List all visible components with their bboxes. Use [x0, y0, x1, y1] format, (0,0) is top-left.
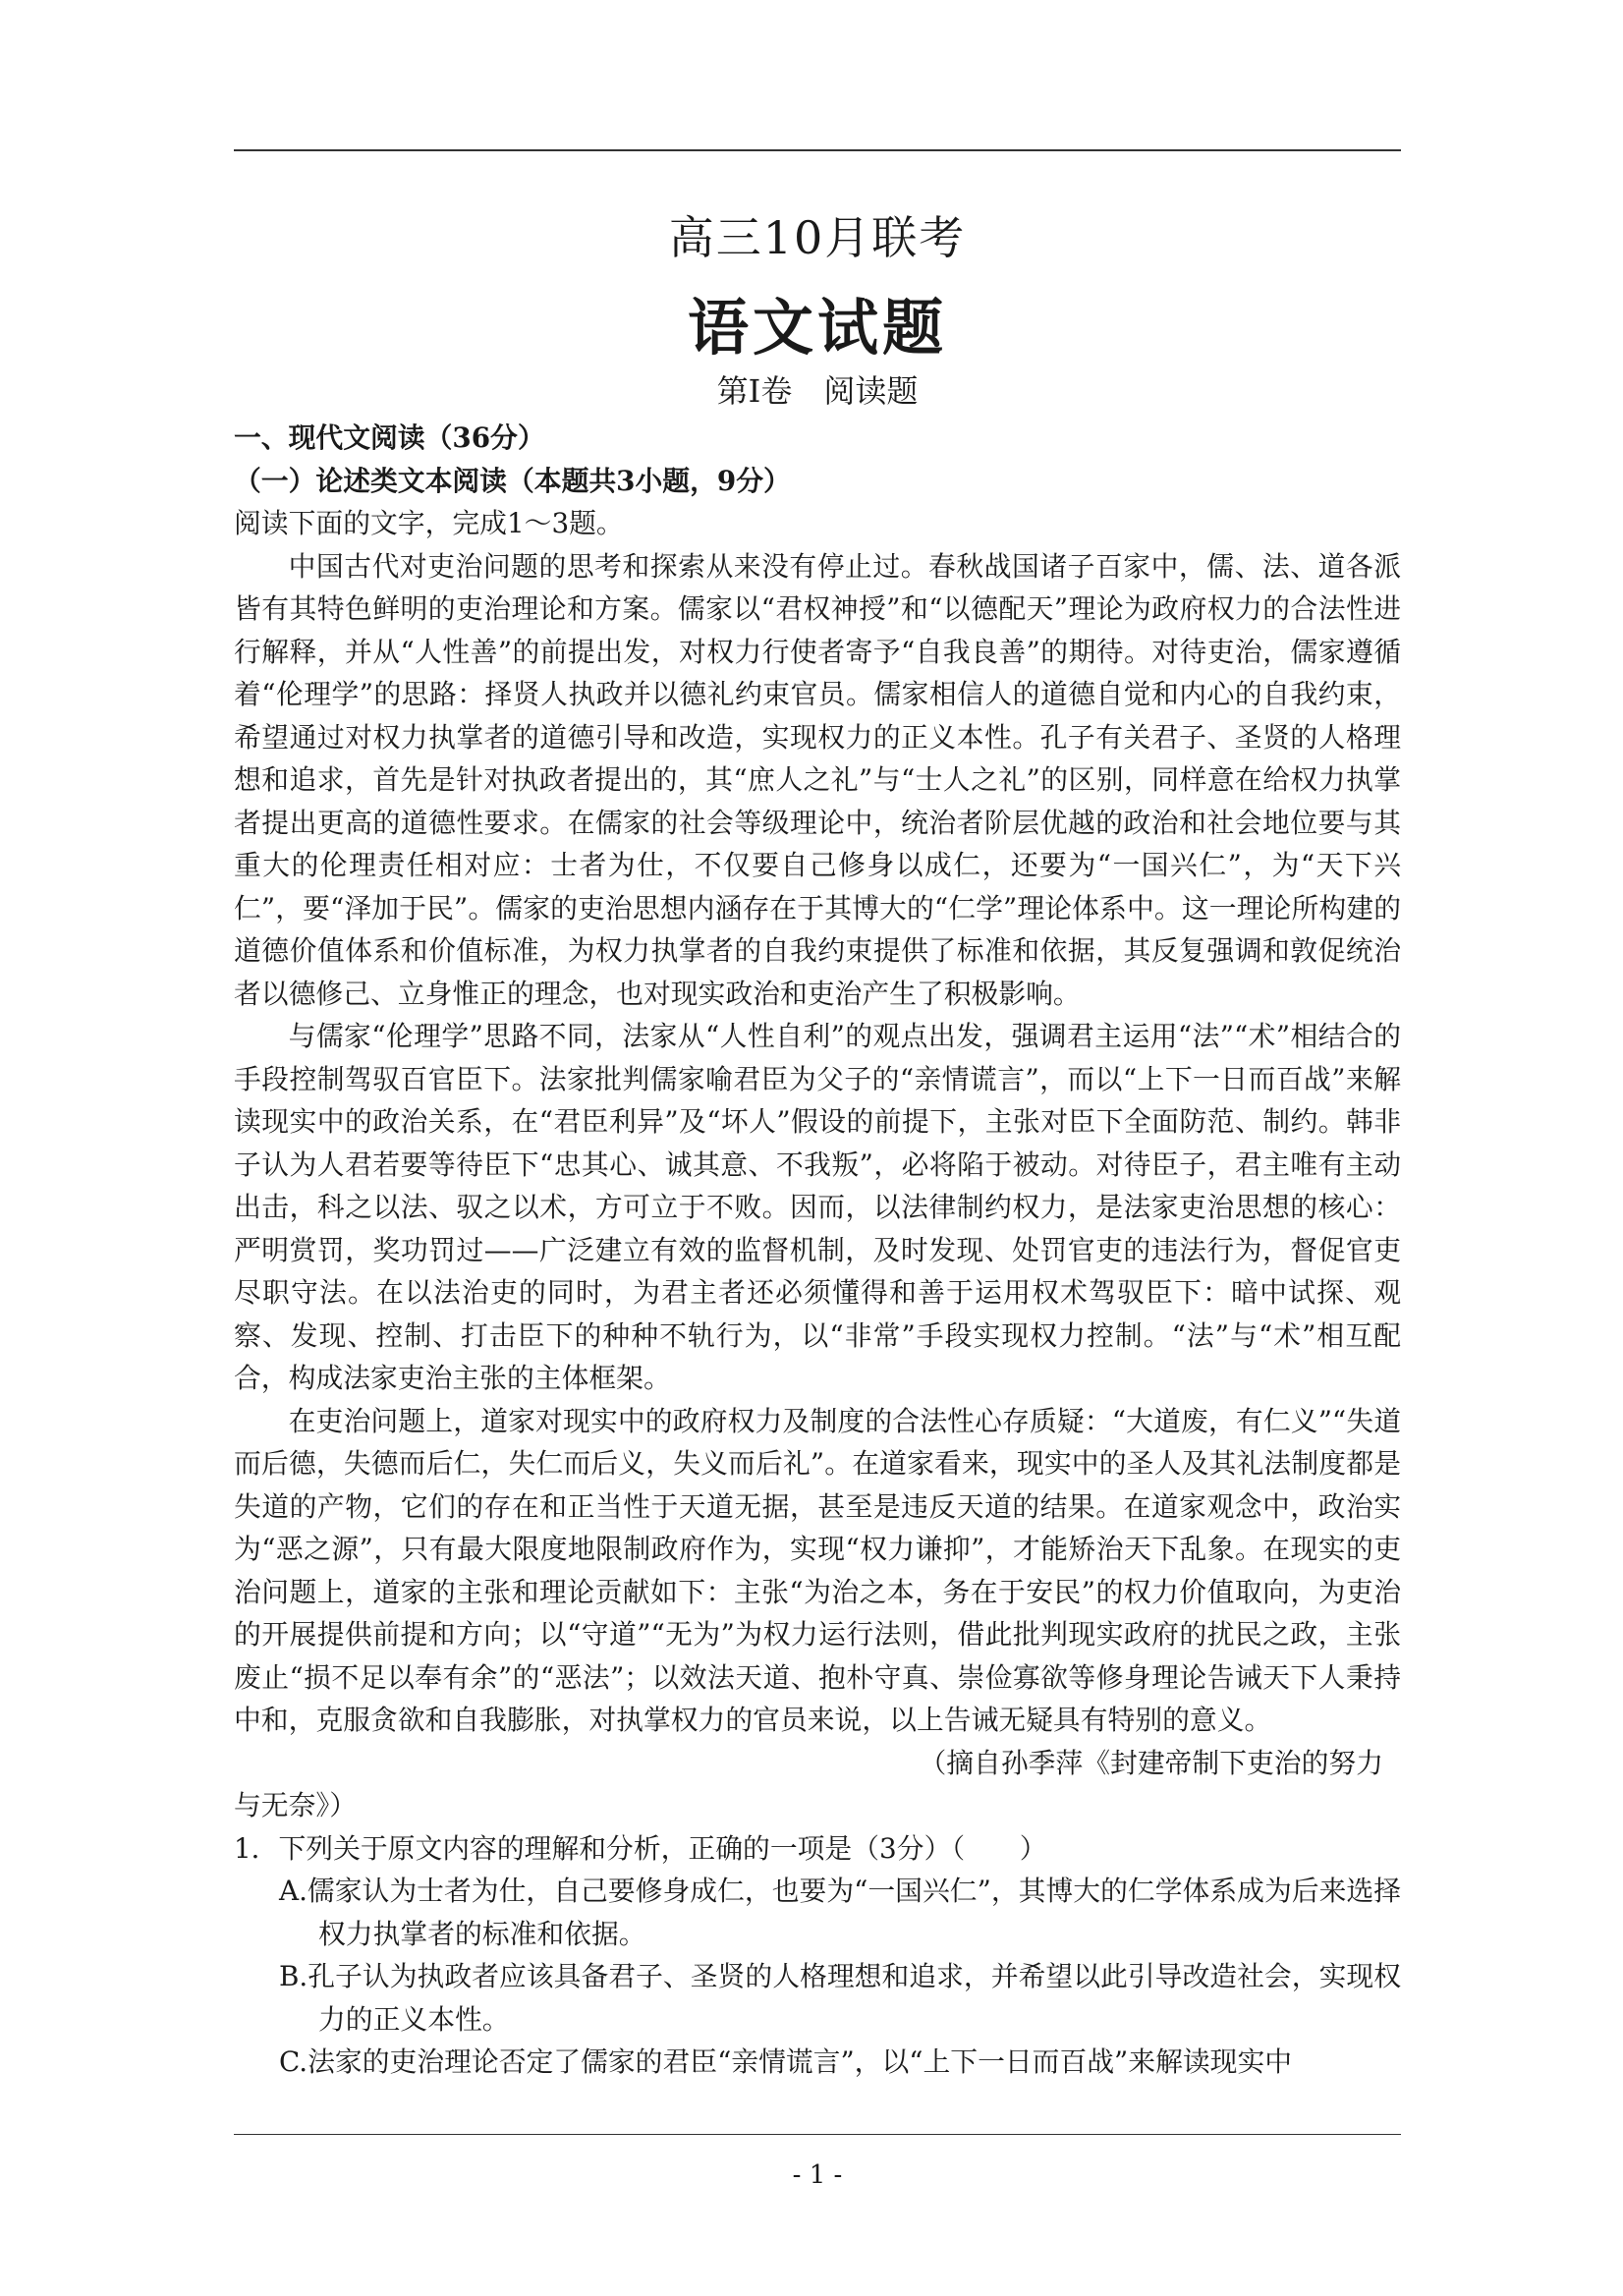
passage-source-continued: 与无奈》）	[234, 1789, 358, 1821]
question-1-option-a: A.儒家认为士者为仕，自己要修身成仁，也要为“一国兴仁”，其博大的仁学体系成为后来选择权力执掌者的标准和依据。	[279, 1875, 1401, 1950]
header-rule	[234, 149, 1401, 151]
question-1-option-c: C.法家的吏治理论否定了儒家的君臣“亲情谎言”，以“上下一日而百战”来解读现实中	[279, 2045, 1293, 2078]
passage-paragraph-3: 在吏治问题上，道家对现实中的政府权力及制度的合法性心存质疑：“大道废，有仁义”“失道而后德，失德而后仁，失仁而后义，失义而后礼”。在道家看来，现实中的圣人及其礼法制度都是失道的产物，它们的存在和正当性于天道无据，甚至是违反天道的结果。在道家观念中，政治实为“恶之源”，只有最大限度地限制政府作为，实现“权力谦抑”，才能矫治天下乱象。在现实的吏治问题上，道家的主张和理论贡献如下：主张“为治之本，务在于安民”的权力价值取向，为吏治的开展提供前提和方向；以“守道”“无为”为权力运行法则，借此批判现实政府的扰民之政，主张废止“损不足以奉有余”的“恶法”；以效法天道、抱朴守真、崇俭寡欲等修身理论告诫天下人秉持中和，克服贪欲和自我膨胀，对执掌权力的官员来说，以上告诫无疑具有特别的意义。	[234, 1404, 1401, 1736]
section-heading: 一、现代文阅读（36分）	[234, 421, 545, 454]
question-1-stem: 1．下列关于原文内容的理解和分析，正确的一项是（3分）（ ）	[234, 1831, 1047, 1865]
subsection-heading: （一）论述类文本阅读（本题共3小题，9分）	[234, 464, 791, 497]
footer-rule	[234, 2134, 1401, 2135]
volume-title: 第Ⅰ卷 阅读题	[716, 372, 919, 410]
passage-source: （摘自孙季萍《封建帝制下吏治的努力	[919, 1746, 1383, 1779]
passage-paragraph-2: 与儒家“伦理学”思路不同，法家从“人性自利”的观点出发，强调君主运用“法”“术”相结合的手段控制驾驭百官臣下。法家批判儒家喻君臣为父子的“亲情谎言”，而以“上下一日而百战”来解读现实中的政治关系，在“君臣利异”及“坏人”假设的前提下，主张对臣下全面防范、制约。韩非子认为人君若要等待臣下“忠其心、诚其意、不我叛”，必将陷于被动。对待臣子，君主唯有主动出击，科之以法、驭之以术，方可立于不败。因而，以法律制约权力，是法家吏治思想的核心：严明赏罚，奖功罚过——广泛建立有效的监督机制，及时发现、处罚官吏的违法行为，督促官吏尽职守法。在以法治吏的同时，为君主者还必须懂得和善于运用权术驾驭臣下：暗中试探、观察、发现、控制、打击臣下的种种不轨行为，以“非常”手段实现权力控制。“法”与“术”相互配合，构成法家吏治主张的主体框架。	[234, 1020, 1401, 1394]
exam-content	[234, 417, 1401, 2084]
subject-title: 语文试题	[687, 292, 947, 364]
page-number: - 1 -	[792, 2160, 843, 2190]
question-1-option-b: B.孔子认为执政者应该具备君子、圣贤的人格理想和追求，并希望以此引导改造社会，实现权力的正义本性。	[279, 1960, 1401, 2036]
passage-paragraph-1: 中国古代对吏治问题的思考和探索从来没有停止过。春秋战国诸子百家中，儒、法、道各派皆有其特色鲜明的吏治理论和方案。儒家以“君权神授”和“以德配天”理论为政府权力的合法性进行解释，并从“人性善”的前提出发，对权力行使者寄予“自我良善”的期待。对待吏治，儒家遵循着“伦理学”的思路：择贤人执政并以德礼约束官员。儒家相信人的道德自觉和内心的自我约束，希望通过对权力执掌者的道德引导和改造，实现权力的正义本性。孔子有关君子、圣贤的人格理想和追求，首先是针对执政者提出的，其“庶人之礼”与“士人之礼”的区别，同样意在给权力执掌者提出更高的道德性要求。在儒家的社会等级理论中，统治者阶层优越的政治和社会地位要与其重大的伦理责任相对应：士者为仕，不仅要自己修身以成仁，还要为“一国兴仁”，为“天下兴仁”，要“泽加于民”。儒家的吏治思想内涵存在于其博大的“仁学”理论体系中。这一理论所构建的道德价值体系和价值标准，为权力执掌者的自我约束提供了标准和依据，其反复强调和敦促统治者以德修己、立身惟正的理念，也对现实政治和吏治产生了积极影响。	[234, 549, 1401, 1010]
exam-name: 高三10月联考	[668, 211, 967, 264]
reading-instruction: 阅读下面的文字，完成1～3题。	[234, 507, 624, 539]
